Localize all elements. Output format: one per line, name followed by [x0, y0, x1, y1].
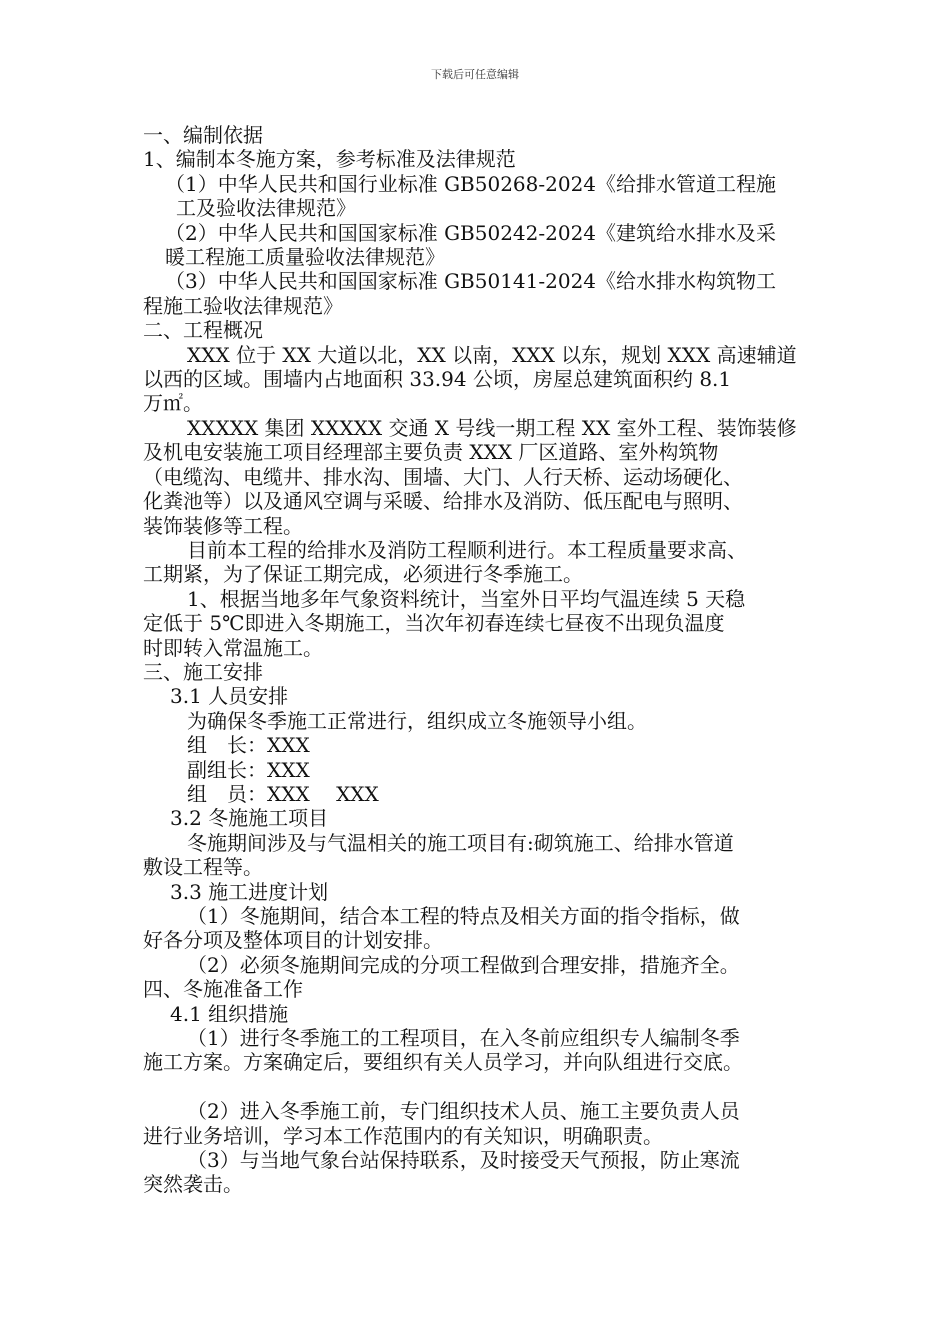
paragraph-line: （2）中华人民共和国国家标准 GB50242-2024《建筑给水排水及采 [165, 220, 777, 245]
paragraph-line: 进行业务培训，学习本工作范围内的有关知识，明确职责。 [143, 1123, 663, 1148]
paragraph-line: （2）必须冬施期间完成的分项工程做到合理安排，措施齐全。 [187, 952, 740, 977]
paragraph-line: （1）冬施期间，结合本工程的特点及相关方面的指令指标，做 [187, 904, 740, 928]
document-body [143, 123, 833, 1197]
subsection-heading: 3.2 冬施施工项目 [170, 806, 329, 831]
paragraph-line: 程施工验收法律规范》 [143, 293, 343, 318]
page-header: 下载后可任意编辑 [431, 68, 519, 81]
paragraph-line: （2）进入冬季施工前，专门组织技术人员、施工主要负责人员 [187, 1099, 740, 1124]
paragraph-line: 目前本工程的给排水及消防工程顺利进行。本工程质量要求高、 [187, 537, 747, 562]
paragraph-line: 万㎡。 [143, 391, 203, 416]
paragraph-line: 化粪池等）以及通风空调与采暖、给排水及消防、低压配电与照明、 [143, 489, 743, 514]
paragraph-line: （1）进行冬季施工的工程项目，在入冬前应组织专人编制冬季 [187, 1026, 740, 1051]
paragraph-line: 1、根据当地多年气象资料统计，当室外日平均气温连续 5 天稳 [187, 586, 746, 611]
paragraph-line: 好各分项及整体项目的计划安排。 [143, 928, 443, 953]
subsection-heading: 4.1 组织措施 [170, 1001, 289, 1026]
paragraph-line: （3）中华人民共和国国家标准 GB50141-2024《给水排水构筑物工 [165, 269, 777, 294]
paragraph-line: 定低于 5℃即进入冬期施工，当次年初春连续七昼夜不出现负温度 [143, 611, 725, 636]
paragraph-line: 副组长：XXX [187, 757, 310, 782]
paragraph-line: 装饰装修等工程。 [143, 513, 303, 538]
paragraph-line: 1、编制本冬施方案，参考标准及法律规范 [143, 147, 516, 172]
paragraph-line: 为确保冬季施工正常进行，组织成立冬施领导小组。 [187, 708, 647, 733]
paragraph-line: 时即转入常温施工。 [143, 635, 323, 660]
paragraph-line: 敷设工程等。 [143, 855, 263, 880]
subsection-heading: 3.3 施工进度计划 [170, 879, 329, 904]
paragraph-line: （3）与当地气象台站保持联系，及时接受天气预报，防止寒流 [187, 1148, 740, 1173]
section-heading: 四、冬施准备工作 [143, 977, 303, 1002]
paragraph-line: （电缆沟、电缆井、排水沟、围墙、大门、人行天桥、运动场硬化、 [143, 464, 743, 489]
paragraph-line: 组 员：XXX XXX [187, 781, 379, 806]
paragraph-line: XXX 位于 XX 大道以北，XX 以南，XXX 以东，规划 XXX 高速辅道 [187, 342, 797, 367]
paragraph-spacer [143, 1075, 833, 1099]
paragraph-line: 冬施期间涉及与气温相关的施工项目有:砌筑施工、给排水管道 [187, 830, 734, 855]
paragraph-line: 工期紧，为了保证工期完成，必须进行冬季施工。 [143, 562, 583, 587]
subsection-heading: 3.1 人员安排 [170, 684, 289, 709]
paragraph-line: XXXXX 集团 XXXXX 交通 X 号线一期工程 XX 室外工程、装饰装修 [187, 415, 797, 440]
section-heading: 三、施工安排 [143, 659, 263, 684]
paragraph-line: 工及验收法律规范》 [176, 196, 356, 221]
paragraph-line: 以西的区域。围墙内占地面积 33.94 公顷，房屋总建筑面积约 8.1 [143, 367, 732, 392]
paragraph-line: 组 长：XXX [187, 733, 310, 758]
paragraph-line: （1）中华人民共和国行业标准 GB50268-2024《给排水管道工程施 [165, 171, 777, 196]
paragraph-line: 施工方案。方案确定后，要组织有关人员学习，并向队组进行交底。 [143, 1050, 743, 1075]
paragraph-line: 及机电安装施工项目经理部主要负责 XXX 厂区道路、室外构筑物 [143, 440, 719, 465]
section-heading: 二、工程概况 [143, 318, 263, 343]
paragraph-line: 暖工程施工质量验收法律规范》 [165, 245, 445, 270]
section-heading: 一、编制依据 [143, 123, 263, 147]
paragraph-line: 突然袭击。 [143, 1172, 243, 1197]
